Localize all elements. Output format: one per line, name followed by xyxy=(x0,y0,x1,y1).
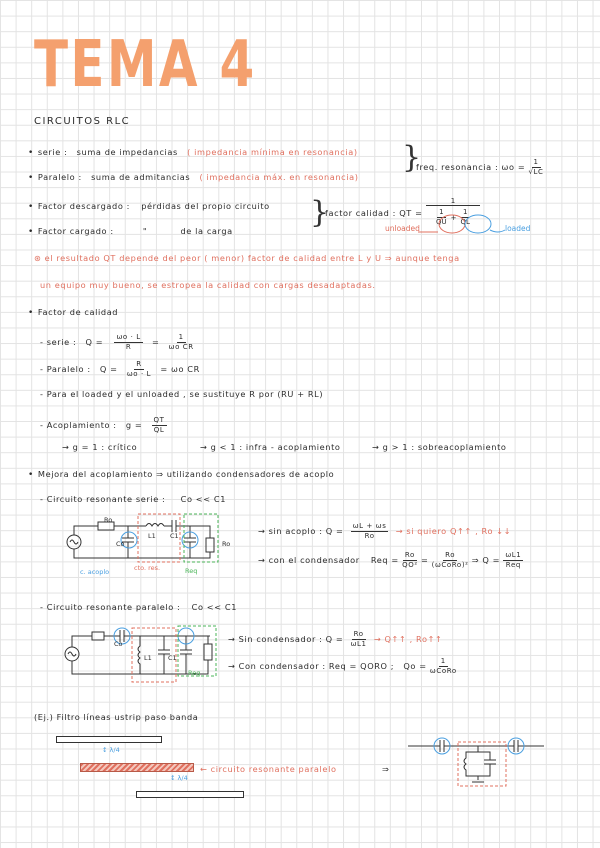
factor-paralelo-row xyxy=(40,360,200,379)
p-qo-den: ωCoRo xyxy=(429,667,457,675)
p-sin-den: ωL1 xyxy=(350,640,367,648)
paralelo-label: Paralelo : xyxy=(37,172,82,182)
ej-arrow-note: ← circuito resonante paralelo xyxy=(200,764,337,774)
factor-paralelo-eq: Q = xyxy=(99,364,118,374)
p-sin-label: → Sin condensador : Q = xyxy=(228,634,344,644)
circuito-paralelo-label: - Circuito resonante paralelo : xyxy=(40,602,181,612)
p-load xyxy=(204,644,212,660)
p-qo-label: Qo = xyxy=(403,661,427,671)
sin-den: Ro xyxy=(364,532,375,540)
ej-label: (Ej.) Filtro líneas ustrip paso banda xyxy=(34,712,199,722)
circuito-serie-label: - Circuito resonante serie : xyxy=(40,494,166,504)
circuito-paralelo-row xyxy=(40,602,237,612)
con-condensador-row xyxy=(258,551,523,570)
q-den1: 1 xyxy=(439,208,444,216)
factor-paralelo-eq2: = ωo CR xyxy=(160,364,200,374)
note-text-1: el resultado QT depende del peor ( menor) factor de calidad entre L y U ⇒ aunque tenga xyxy=(44,253,460,263)
g-infra: → g < 1 : infra - acoplamiento xyxy=(200,442,341,452)
ustrip-line-2 xyxy=(136,791,244,798)
freq-label: freq. resonancia : ωo = xyxy=(416,162,526,172)
lbl-ro2: Ro xyxy=(222,540,231,548)
q-den1b: QU xyxy=(436,218,447,226)
q-plus: + xyxy=(450,213,457,222)
acoplamiento-row xyxy=(40,416,167,435)
ql-circle xyxy=(465,215,491,233)
ustrip-resonator xyxy=(80,763,194,772)
p-lbl-l1: L1 xyxy=(144,654,152,662)
lbl-co: Co xyxy=(116,540,125,548)
mejora-heading-text: Mejora del acoplamiento ⇒ utilizando condensadores de acoplo xyxy=(37,469,335,479)
circuito-paralelo-cond: Co << C1 xyxy=(191,602,238,612)
req-num2: Ro xyxy=(445,551,456,559)
q-num-serie: ωL1 xyxy=(505,551,522,559)
load-ro xyxy=(206,538,214,552)
factor-heading-text: Factor de calidad xyxy=(37,307,119,317)
sin-num: ωL + ωs xyxy=(352,522,387,530)
p-sin-row xyxy=(228,630,443,649)
unloaded-label: unloaded xyxy=(385,224,420,233)
factor-paralelo-label: - Paralelo : xyxy=(40,364,91,374)
req-label: Req xyxy=(185,567,198,575)
brace-2: } xyxy=(310,195,330,230)
loaded-arrow xyxy=(490,230,505,232)
descargado-label: Factor descargado : xyxy=(37,201,131,211)
circuito-serie-cond: Co << C1 xyxy=(180,494,227,504)
lbl-ro: Ro xyxy=(104,516,113,524)
c-acoplo-label: c. acoplo xyxy=(80,568,110,576)
paralelo-f-den: ωo · L xyxy=(126,370,152,378)
acop-label: - Acoplamiento : xyxy=(40,420,117,430)
acop-num: QT xyxy=(153,416,165,424)
q-den-serie: Req xyxy=(505,561,521,569)
cto-res-label: cto. res. xyxy=(134,564,161,572)
serie-f2-den: ωo CR xyxy=(168,343,194,351)
serie-f1-den: R xyxy=(125,343,132,351)
p-con-row xyxy=(228,657,457,676)
descargado-text: pérdidas del propio circuito xyxy=(141,201,270,211)
q-formula-label: factor calidad : QT = xyxy=(325,208,423,218)
p-req-label: Req xyxy=(188,669,201,677)
p-qo-num: 1 xyxy=(440,657,446,665)
ej-equivalent-circuit xyxy=(408,730,548,790)
p-inductor xyxy=(138,636,140,674)
serie-label: serie : xyxy=(37,147,68,157)
ej-implies: ⇒ xyxy=(382,764,390,774)
qu-circle xyxy=(439,215,465,233)
serie-note: ( impedancia mínima en resonancia) xyxy=(187,147,358,157)
note-bullet-icon: ⊛ xyxy=(34,253,45,263)
q-arrow: ⇒ Q = xyxy=(471,555,501,565)
g-sobre: → g > 1 : sobreacoplamiento xyxy=(372,442,507,452)
ej-inductor xyxy=(464,746,478,780)
lambda-2: ↕ λ/4 xyxy=(170,774,188,782)
req-num: Ro xyxy=(404,551,415,559)
req-eq: = xyxy=(420,555,429,565)
ustrip-line-1 xyxy=(56,736,162,743)
paralelo-f-num: R xyxy=(136,360,142,368)
p-lbl-c1: C1 xyxy=(168,654,177,662)
mejora-heading: • Mejora del acoplamiento ⇒ utilizando condensadores de acoplo xyxy=(28,469,335,480)
factor-heading: • Factor de calidad xyxy=(28,307,119,318)
serie-text: suma de impedancias xyxy=(76,147,178,157)
paralelo-row: • Paralelo : suma de admitancias ( impedancia máx. en resonancia) xyxy=(28,172,359,183)
descargado-row: • Factor descargado : pérdidas del propio circuito xyxy=(28,201,270,212)
req-den: QO² xyxy=(402,561,418,569)
inductor-l1 xyxy=(146,524,164,527)
serie-f1-num: ωo · L xyxy=(116,333,141,341)
cap-c1 xyxy=(164,520,190,532)
p-resistor xyxy=(92,632,104,640)
section-heading: CIRCUITOS RLC xyxy=(34,116,131,127)
factor-serie-label: - serie : xyxy=(40,337,77,347)
serie-f2-num: 1 xyxy=(178,333,184,341)
cargado-label: Factor cargado : xyxy=(37,226,114,236)
page-title: TEMA 4 xyxy=(34,28,257,102)
loaded-line: - Para el loaded y el unloaded , se sustituye R por (RU + RL) xyxy=(40,389,324,399)
p-lbl-co: Co xyxy=(114,640,123,648)
ej-res-box xyxy=(458,742,506,786)
paralelo-text: suma de admitancias xyxy=(91,172,191,182)
cargado-text: de la carga xyxy=(180,226,233,236)
cargado-row: • Factor cargado : " de la carga xyxy=(28,226,233,237)
p-sin-num: Ro xyxy=(353,630,364,638)
lambda-1-text: λ/4 xyxy=(109,746,120,754)
cargado-quote: " xyxy=(142,226,148,236)
lbl-c1: C1 xyxy=(170,532,179,540)
paralelo-note: ( impedancia máx. en resonancia) xyxy=(199,172,359,182)
acop-eq: g = xyxy=(125,420,143,430)
circuito-serie-row xyxy=(40,494,226,504)
p-sin-note: → Q↑↑ , Ro↑↑ xyxy=(373,634,443,644)
con-cond-label: → con el condensador xyxy=(258,555,360,565)
sin-acoplo-row xyxy=(258,522,511,541)
q-den2b: QL xyxy=(460,218,470,226)
req-den2: (ωCoRo)² xyxy=(431,561,469,569)
factor-serie-eq2: = xyxy=(151,337,160,347)
lambda-1: ↕ λ/4 xyxy=(102,746,120,754)
factor-serie-eq: Q = xyxy=(85,337,104,347)
acop-den: QL xyxy=(153,426,165,434)
sin-note: → si quiero Q↑↑ , Ro ↓↓ xyxy=(395,526,512,536)
factor-serie-row xyxy=(40,333,194,352)
req-eq-label: Req = xyxy=(370,555,399,565)
freq-num: 1 xyxy=(533,158,539,166)
lbl-l1: L1 xyxy=(148,532,156,540)
ej-cap xyxy=(478,752,496,776)
brace-1: } xyxy=(402,140,422,175)
lambda-2-text: λ/4 xyxy=(177,774,188,782)
q-num: 1 xyxy=(426,197,480,206)
serie-row: • serie : suma de impedancias ( impedancia mínima en resonancia) xyxy=(28,147,358,158)
note-line-2: un equipo muy bueno, se estropea la calidad con cargas desadaptadas. xyxy=(40,280,376,290)
note-line-1 xyxy=(34,253,460,263)
p-con-label: → Con condensador : Req = QORO ; xyxy=(228,661,395,671)
freq-den: √LC xyxy=(528,168,544,176)
loaded-label: loaded xyxy=(505,224,531,233)
q-den2: 1 xyxy=(463,208,468,216)
g-critico: → g = 1 : crítico xyxy=(62,442,138,452)
sin-acoplo-label: → sin acoplo : Q = xyxy=(258,526,344,536)
